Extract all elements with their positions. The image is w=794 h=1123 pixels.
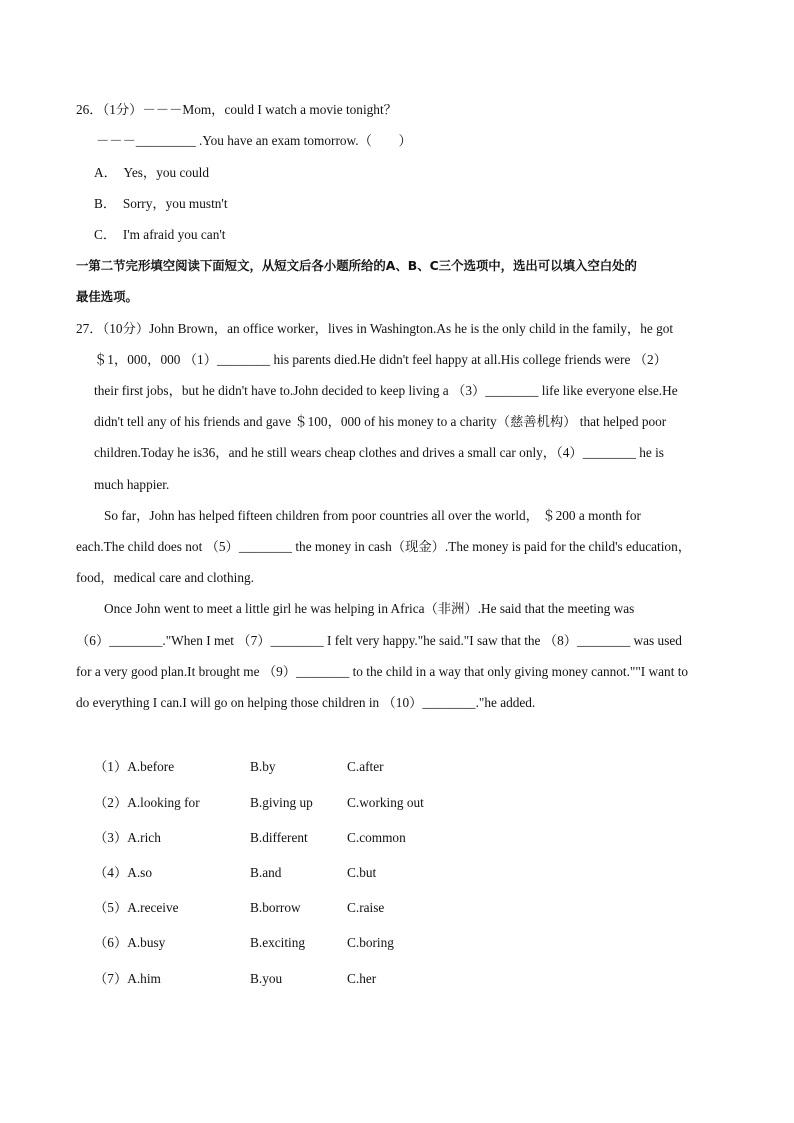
- q27-line-11: （6）________."When I met （7）________ I felt very happy."he said."I saw that the （8）________ was used: [76, 633, 682, 648]
- choice-5-a: [94, 899, 179, 917]
- choice-7-c: C.her: [347, 971, 377, 986]
- choice-number: （4）: [94, 865, 128, 880]
- choice-option-a: A.receive: [127, 900, 179, 915]
- choice-5-c: C.raise: [347, 900, 385, 915]
- choice-3-c: C.common: [347, 830, 406, 845]
- q27-line-13: do everything I can.I will go on helping those children in （10）________."he added.: [76, 695, 536, 710]
- q26-stem: 26．（1分）－－－Mom，could I watch a movie tonight？: [76, 102, 397, 117]
- choice-option-a: A.so: [127, 865, 152, 880]
- choice-4-a: [94, 864, 152, 882]
- choice-1-c: C.after: [347, 759, 384, 774]
- section-instruction-line2: 最佳选项。: [76, 289, 138, 304]
- choice-7-a: [94, 970, 161, 988]
- choice-3-b: B.different: [250, 830, 308, 845]
- q27-line-5: children.Today he is36，and he still wears cheap clothes and drives a small car only，（4）________ he is: [94, 445, 664, 460]
- choice-number: （3）: [94, 830, 128, 845]
- choice-2-b: B.giving up: [250, 795, 313, 810]
- q27-line-8: each.The child does not （5）________ the money in cash（现金）.The money is paid for the child's education，: [76, 539, 692, 554]
- q26-option-c: C． I'm afraid you can't: [94, 227, 226, 242]
- section-instruction-line1: 一第二节完形填空阅读下面短文，从短文后各小题所给的A、B、C三个选项中，选出可以填入空白处的: [76, 258, 637, 273]
- choice-number: （7）: [94, 971, 128, 986]
- choice-6-c: C.boring: [347, 935, 394, 950]
- choice-4-b: B.and: [250, 865, 282, 880]
- choice-option-a: A.looking for: [127, 795, 200, 810]
- choice-number: （2）: [94, 795, 128, 810]
- choice-option-a: A.before: [127, 759, 175, 774]
- choice-1-a: [94, 758, 174, 776]
- q26-option-a: A． Yes，you could: [94, 165, 210, 180]
- q27-line-12: for a very good plan.It brought me （9）________ to the child in a way that only giving money cannot.""I want to: [76, 664, 689, 679]
- q27-line-1: 27．（10分）John Brown，an office worker，lives in Washington.As he is the only child in the family，he got: [76, 321, 674, 336]
- choice-6-a: [94, 934, 165, 952]
- choice-6-b: B.exciting: [250, 935, 306, 950]
- choice-2-a: [94, 794, 200, 812]
- choice-1-b: B.by: [250, 759, 276, 774]
- choice-number: （6）: [94, 935, 128, 950]
- q27-line-2: ＄1，000，000 （1）________ his parents died.He didn't feel happy at all.His college friends were （2）: [94, 352, 667, 367]
- choice-option-a: A.rich: [127, 830, 161, 845]
- choice-7-b: B.you: [250, 971, 283, 986]
- choice-option-a: A.busy: [127, 935, 166, 950]
- q27-line-6: much happier.: [94, 477, 170, 492]
- choice-2-c: C.working out: [347, 795, 424, 810]
- q27-line-10: Once John went to meet a little girl he was helping in Africa（非洲）.He said that the meeting was: [104, 601, 635, 616]
- choice-4-c: C.but: [347, 865, 377, 880]
- q26-option-b: B． Sorry，you mustn't: [94, 196, 228, 211]
- choice-3-a: [94, 829, 161, 847]
- q27-line-9: food，medical care and clothing.: [76, 570, 254, 585]
- q26-reply: －－－_________ .You have an exam tomorrow.（ ）: [96, 133, 412, 148]
- choice-option-a: A.him: [127, 971, 161, 986]
- choice-number: （1）: [94, 759, 128, 774]
- q27-line-3: their first jobs，but he didn't have to.John decided to keep living a （3）________ life like everyone else.He: [94, 383, 678, 398]
- choice-number: （5）: [94, 900, 128, 915]
- q27-line-7: So far，John has helped fifteen children from poor countries all over the world， ＄200 a month for: [104, 508, 641, 523]
- choice-5-b: B.borrow: [250, 900, 301, 915]
- q27-line-4: didn't tell any of his friends and gave ＄100，000 of his money to a charity（慈善机构） that helped poor: [94, 414, 667, 429]
